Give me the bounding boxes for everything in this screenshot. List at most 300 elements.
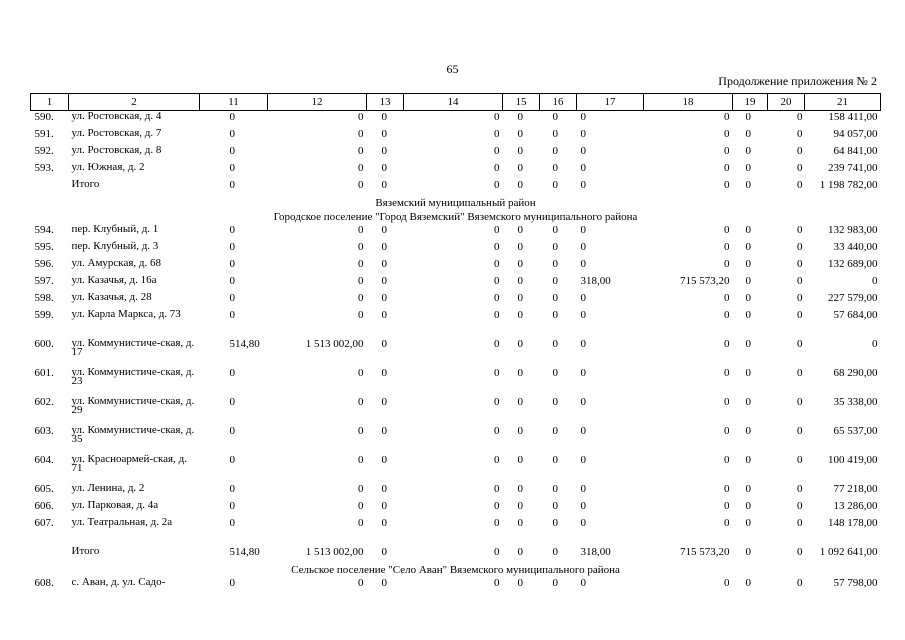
col-11-cell: 0 xyxy=(229,128,235,140)
col-16-cell: 0 xyxy=(552,309,558,321)
col-17-cell: 0 xyxy=(580,577,586,589)
col-18-cell: 0 xyxy=(724,483,730,495)
col-11-cell: 0 xyxy=(229,309,235,321)
col-11-cell: 514,80 xyxy=(229,546,260,558)
col-20-cell: 0 xyxy=(797,367,803,379)
row-number-cell: 597. xyxy=(34,275,54,287)
col-18-cell: 0 xyxy=(724,577,730,589)
col-15-cell: 0 xyxy=(517,275,523,287)
col-20-cell: 0 xyxy=(797,145,803,157)
address-cell: пер. Клубный, д. 3 xyxy=(71,240,159,252)
column-header: 2 xyxy=(69,94,200,111)
row-number-cell: 606. xyxy=(34,500,54,512)
col-21-cell: 33 440,00 xyxy=(833,241,878,253)
col-12-cell: 0 xyxy=(358,145,364,157)
col-20-cell: 0 xyxy=(797,162,803,174)
section-heading: Вяземский муниципальный район xyxy=(375,197,536,209)
col-21-cell: 0 xyxy=(872,338,878,350)
col-15-cell: 0 xyxy=(517,292,523,304)
row-number-cell: 596. xyxy=(34,258,54,270)
col-21-cell: 0 xyxy=(872,275,878,287)
col-15-cell: 0 xyxy=(517,546,523,558)
row-number-cell: 590. xyxy=(34,111,54,123)
col-17-cell: 0 xyxy=(580,179,586,191)
col-20-cell: 0 xyxy=(797,309,803,321)
section-heading-row xyxy=(31,563,881,577)
col-18-cell: 0 xyxy=(724,162,730,174)
table-body xyxy=(31,111,881,595)
address-cell: ул. Коммунистиче-ская, д. 29 xyxy=(71,395,195,416)
col-14-cell: 0 xyxy=(494,128,500,140)
col-13-cell: 0 xyxy=(381,111,387,123)
col-17-cell: 0 xyxy=(580,241,586,253)
col-13-cell: 0 xyxy=(381,396,387,408)
table-row xyxy=(31,500,881,517)
col-15-cell: 0 xyxy=(517,367,523,379)
col-18-cell: 0 xyxy=(724,309,730,321)
table-row xyxy=(31,454,881,483)
column-header: 14 xyxy=(404,94,503,111)
col-11-cell: 0 xyxy=(229,179,235,191)
col-15-cell: 0 xyxy=(517,241,523,253)
col-20-cell: 0 xyxy=(797,128,803,140)
table-row xyxy=(31,111,881,129)
col-12-cell: 0 xyxy=(358,483,364,495)
address-cell: Итого xyxy=(71,545,100,557)
col-20-cell: 0 xyxy=(797,275,803,287)
col-20-cell: 0 xyxy=(797,179,803,191)
col-15-cell: 0 xyxy=(517,577,523,589)
row-number-cell: 599. xyxy=(34,309,54,321)
table-row xyxy=(31,309,881,338)
col-17-cell: 0 xyxy=(580,338,586,350)
row-number-cell: 591. xyxy=(34,128,54,140)
col-19-cell: 0 xyxy=(745,396,751,408)
address-cell: ул. Карла Маркса, д. 73 xyxy=(71,308,181,320)
col-14-cell: 0 xyxy=(494,396,500,408)
col-19-cell: 0 xyxy=(745,500,751,512)
col-11-cell: 0 xyxy=(229,483,235,495)
col-12-cell: 0 xyxy=(358,128,364,140)
col-18-cell: 0 xyxy=(724,454,730,466)
col-13-cell: 0 xyxy=(381,258,387,270)
col-17-cell: 0 xyxy=(580,224,586,236)
col-14-cell: 0 xyxy=(494,309,500,321)
col-13-cell: 0 xyxy=(381,454,387,466)
page-number: 65 xyxy=(446,62,459,76)
col-12-cell: 0 xyxy=(358,500,364,512)
row-number-cell: 603. xyxy=(34,425,54,437)
address-cell: ул. Коммунистиче-ская, д. 35 xyxy=(71,424,195,445)
column-header: 16 xyxy=(540,94,577,111)
col-15-cell: 0 xyxy=(517,396,523,408)
table-row xyxy=(31,425,881,454)
col-11-cell: 0 xyxy=(229,292,235,304)
col-18-cell: 715 573,20 xyxy=(680,546,730,558)
address-cell: ул. Театральная, д. 2а xyxy=(71,516,173,528)
col-16-cell: 0 xyxy=(552,425,558,437)
col-13-cell: 0 xyxy=(381,546,387,558)
col-21-cell: 1 198 782,00 xyxy=(819,179,878,191)
col-12-cell: 0 xyxy=(358,179,364,191)
col-19-cell: 0 xyxy=(745,483,751,495)
col-16-cell: 0 xyxy=(552,258,558,270)
col-17-cell: 0 xyxy=(580,425,586,437)
col-11-cell: 0 xyxy=(229,425,235,437)
col-14-cell: 0 xyxy=(494,275,500,287)
col-14-cell: 0 xyxy=(494,367,500,379)
row-number-cell: 594. xyxy=(34,224,54,236)
col-14-cell: 0 xyxy=(494,546,500,558)
col-16-cell: 0 xyxy=(552,241,558,253)
address-cell: ул. Ростовская, д. 7 xyxy=(71,127,162,139)
col-17-cell: 0 xyxy=(580,258,586,270)
col-15-cell: 0 xyxy=(517,111,523,123)
col-19-cell: 0 xyxy=(745,128,751,140)
col-12-cell: 0 xyxy=(358,275,364,287)
col-12-cell: 0 xyxy=(358,111,364,123)
col-18-cell: 0 xyxy=(724,367,730,379)
col-17-cell: 0 xyxy=(580,517,586,529)
address-cell: Итого xyxy=(71,178,100,190)
col-20-cell: 0 xyxy=(797,258,803,270)
address-cell: ул. Коммунистиче-ская, д. 17 xyxy=(71,337,195,358)
column-header: 12 xyxy=(268,94,367,111)
col-19-cell: 0 xyxy=(745,145,751,157)
col-16-cell: 0 xyxy=(552,517,558,529)
col-21-cell: 239 741,00 xyxy=(828,162,878,174)
row-number-cell: 608. xyxy=(34,577,54,589)
table-row xyxy=(31,338,881,367)
col-21-cell: 100 419,00 xyxy=(828,454,878,466)
column-header: 19 xyxy=(733,94,768,111)
col-19-cell: 0 xyxy=(745,241,751,253)
col-21-cell: 57 798,00 xyxy=(833,577,878,589)
col-18-cell: 0 xyxy=(724,224,730,236)
col-16-cell: 0 xyxy=(552,224,558,236)
row-number-cell xyxy=(31,179,69,196)
col-14-cell: 0 xyxy=(494,454,500,466)
col-17-cell: 0 xyxy=(580,309,586,321)
table-row xyxy=(31,367,881,396)
col-16-cell: 0 xyxy=(552,546,558,558)
col-18-cell: 0 xyxy=(724,292,730,304)
col-11-cell: 0 xyxy=(229,258,235,270)
col-21-cell: 132 983,00 xyxy=(828,224,878,236)
col-18-cell: 0 xyxy=(724,396,730,408)
col-13-cell: 0 xyxy=(381,367,387,379)
col-16-cell: 0 xyxy=(552,162,558,174)
total-row xyxy=(31,179,881,196)
column-header: 17 xyxy=(577,94,644,111)
section-heading-row xyxy=(31,196,881,210)
row-number-cell: 604. xyxy=(34,454,54,466)
address-cell: ул. Красноармей-ская, д. 71 xyxy=(71,453,187,474)
col-11-cell: 514,80 xyxy=(229,338,260,350)
col-21-cell: 132 689,00 xyxy=(828,258,878,270)
row-number-cell: 592. xyxy=(34,145,54,157)
col-19-cell: 0 xyxy=(745,292,751,304)
col-16-cell: 0 xyxy=(552,483,558,495)
col-21-cell: 77 218,00 xyxy=(833,483,878,495)
col-21-cell: 64 841,00 xyxy=(833,145,878,157)
col-17-cell: 0 xyxy=(580,483,586,495)
section-heading-row xyxy=(31,210,881,224)
col-21-cell: 13 286,00 xyxy=(833,500,878,512)
col-15-cell: 0 xyxy=(517,500,523,512)
address-cell: ул. Коммунистиче-ская, д. 23 xyxy=(71,366,195,387)
col-14-cell: 0 xyxy=(494,145,500,157)
col-19-cell: 0 xyxy=(745,338,751,350)
col-14-cell: 0 xyxy=(494,517,500,529)
table-row xyxy=(31,483,881,500)
row-number-cell: 598. xyxy=(34,292,54,304)
col-21-cell: 1 092 641,00 xyxy=(819,546,878,558)
row-number-cell: 600. xyxy=(34,338,54,350)
col-18-cell: 0 xyxy=(724,258,730,270)
col-16-cell: 0 xyxy=(552,396,558,408)
col-14-cell: 0 xyxy=(494,179,500,191)
col-13-cell: 0 xyxy=(381,500,387,512)
col-16-cell: 0 xyxy=(552,577,558,589)
column-header: 11 xyxy=(200,94,268,111)
table-row xyxy=(31,241,881,258)
col-21-cell: 35 338,00 xyxy=(833,396,878,408)
address-cell: ул. Казачья, д. 28 xyxy=(71,291,152,303)
col-14-cell: 0 xyxy=(494,483,500,495)
col-19-cell: 0 xyxy=(745,546,751,558)
col-17-cell: 318,00 xyxy=(580,275,611,287)
col-11-cell: 0 xyxy=(229,396,235,408)
col-20-cell: 0 xyxy=(797,500,803,512)
col-19-cell: 0 xyxy=(745,454,751,466)
col-21-cell: 68 290,00 xyxy=(833,367,878,379)
column-header: 15 xyxy=(503,94,540,111)
col-11-cell: 0 xyxy=(229,241,235,253)
col-12-cell: 0 xyxy=(358,517,364,529)
address-cell: ул. Амурская, д. 68 xyxy=(71,257,162,269)
col-13-cell: 0 xyxy=(381,425,387,437)
col-19-cell: 0 xyxy=(745,111,751,123)
col-11-cell: 0 xyxy=(229,367,235,379)
row-number-cell: 605. xyxy=(34,483,54,495)
col-14-cell: 0 xyxy=(494,425,500,437)
col-19-cell: 0 xyxy=(745,224,751,236)
col-18-cell: 0 xyxy=(724,241,730,253)
col-18-cell: 0 xyxy=(724,111,730,123)
col-13-cell: 0 xyxy=(381,292,387,304)
table-row xyxy=(31,292,881,309)
col-14-cell: 0 xyxy=(494,577,500,589)
col-13-cell: 0 xyxy=(381,162,387,174)
col-16-cell: 0 xyxy=(552,179,558,191)
address-cell: ул. Казачья, д. 16а xyxy=(71,274,157,286)
row-number-cell: 602. xyxy=(34,396,54,408)
col-14-cell: 0 xyxy=(494,258,500,270)
address-cell: ул. Южная, д. 2 xyxy=(71,161,145,173)
col-20-cell: 0 xyxy=(797,241,803,253)
col-12-cell: 1 513 002,00 xyxy=(305,338,364,350)
col-17-cell: 0 xyxy=(580,454,586,466)
address-cell: ул. Ростовская, д. 8 xyxy=(71,144,162,156)
col-15-cell: 0 xyxy=(517,179,523,191)
col-12-cell: 0 xyxy=(358,396,364,408)
column-header: 18 xyxy=(644,94,733,111)
col-15-cell: 0 xyxy=(517,483,523,495)
col-12-cell: 0 xyxy=(358,162,364,174)
col-15-cell: 0 xyxy=(517,224,523,236)
col-20-cell: 0 xyxy=(797,338,803,350)
col-16-cell: 0 xyxy=(552,454,558,466)
col-15-cell: 0 xyxy=(517,128,523,140)
col-12-cell: 0 xyxy=(358,224,364,236)
col-19-cell: 0 xyxy=(745,309,751,321)
col-14-cell: 0 xyxy=(494,500,500,512)
data-table xyxy=(30,93,881,594)
col-15-cell: 0 xyxy=(517,425,523,437)
col-11-cell: 0 xyxy=(229,145,235,157)
col-11-cell: 0 xyxy=(229,275,235,287)
col-17-cell: 0 xyxy=(580,128,586,140)
col-12-cell: 0 xyxy=(358,367,364,379)
row-number-cell: 595. xyxy=(34,241,54,253)
col-15-cell: 0 xyxy=(517,145,523,157)
col-21-cell: 94 057,00 xyxy=(833,128,878,140)
table-row xyxy=(31,396,881,425)
col-18-cell: 715 573,20 xyxy=(680,275,730,287)
col-13-cell: 0 xyxy=(381,128,387,140)
col-11-cell: 0 xyxy=(229,111,235,123)
table-row xyxy=(31,517,881,546)
col-13-cell: 0 xyxy=(381,224,387,236)
col-19-cell: 0 xyxy=(745,577,751,589)
col-16-cell: 0 xyxy=(552,500,558,512)
col-11-cell: 0 xyxy=(229,454,235,466)
section-heading: Городское поселение "Город Вяземский" Вяземского муниципального района xyxy=(273,211,638,223)
col-12-cell: 0 xyxy=(358,241,364,253)
col-12-cell: 0 xyxy=(358,577,364,589)
table-row xyxy=(31,162,881,179)
column-header: 21 xyxy=(805,94,881,111)
col-17-cell: 0 xyxy=(580,162,586,174)
col-20-cell: 0 xyxy=(797,483,803,495)
col-12-cell: 0 xyxy=(358,425,364,437)
col-16-cell: 0 xyxy=(552,367,558,379)
table-row xyxy=(31,145,881,162)
col-20-cell: 0 xyxy=(797,517,803,529)
col-15-cell: 0 xyxy=(517,454,523,466)
col-21-cell: 65 537,00 xyxy=(833,425,878,437)
col-14-cell: 0 xyxy=(494,111,500,123)
col-12-cell: 0 xyxy=(358,258,364,270)
col-19-cell: 0 xyxy=(745,517,751,529)
col-16-cell: 0 xyxy=(552,292,558,304)
col-19-cell: 0 xyxy=(745,367,751,379)
col-16-cell: 0 xyxy=(552,338,558,350)
col-13-cell: 0 xyxy=(381,517,387,529)
col-21-cell: 148 178,00 xyxy=(828,517,878,529)
col-11-cell: 0 xyxy=(229,500,235,512)
col-20-cell: 0 xyxy=(797,546,803,558)
col-12-cell: 0 xyxy=(358,292,364,304)
col-13-cell: 0 xyxy=(381,275,387,287)
col-17-cell: 318,00 xyxy=(580,546,611,558)
col-20-cell: 0 xyxy=(797,224,803,236)
col-14-cell: 0 xyxy=(494,338,500,350)
col-14-cell: 0 xyxy=(494,241,500,253)
col-16-cell: 0 xyxy=(552,275,558,287)
row-number-cell: 607. xyxy=(34,517,54,529)
column-header: 20 xyxy=(768,94,805,111)
col-11-cell: 0 xyxy=(229,162,235,174)
col-16-cell: 0 xyxy=(552,145,558,157)
col-15-cell: 0 xyxy=(517,517,523,529)
col-17-cell: 0 xyxy=(580,292,586,304)
col-19-cell: 0 xyxy=(745,258,751,270)
col-13-cell: 0 xyxy=(381,309,387,321)
table-row xyxy=(31,577,881,594)
col-12-cell: 0 xyxy=(358,309,364,321)
col-15-cell: 0 xyxy=(517,309,523,321)
col-14-cell: 0 xyxy=(494,224,500,236)
col-16-cell: 0 xyxy=(552,111,558,123)
col-17-cell: 0 xyxy=(580,367,586,379)
col-18-cell: 0 xyxy=(724,128,730,140)
col-13-cell: 0 xyxy=(381,145,387,157)
address-cell: пер. Клубный, д. 1 xyxy=(71,223,159,235)
col-18-cell: 0 xyxy=(724,425,730,437)
column-header: 13 xyxy=(367,94,404,111)
col-11-cell: 0 xyxy=(229,224,235,236)
table-row xyxy=(31,128,881,145)
col-18-cell: 0 xyxy=(724,338,730,350)
col-18-cell: 0 xyxy=(724,179,730,191)
col-13-cell: 0 xyxy=(381,338,387,350)
col-16-cell: 0 xyxy=(552,128,558,140)
table-row xyxy=(31,224,881,241)
appendix-continuation-label: Продолжение приложения № 2 xyxy=(718,74,877,88)
col-15-cell: 0 xyxy=(517,338,523,350)
col-18-cell: 0 xyxy=(724,500,730,512)
col-15-cell: 0 xyxy=(517,258,523,270)
section-heading: Сельское поселение "Село Аван" Вяземского муниципального района xyxy=(291,564,620,576)
address-cell: ул. Парковая, д. 4а xyxy=(71,499,159,511)
col-20-cell: 0 xyxy=(797,425,803,437)
col-20-cell: 0 xyxy=(797,454,803,466)
row-number-cell: 601. xyxy=(34,367,54,379)
col-13-cell: 0 xyxy=(381,577,387,589)
col-11-cell: 0 xyxy=(229,577,235,589)
col-19-cell: 0 xyxy=(745,425,751,437)
col-11-cell: 0 xyxy=(229,517,235,529)
col-14-cell: 0 xyxy=(494,162,500,174)
col-13-cell: 0 xyxy=(381,483,387,495)
col-21-cell: 158 411,00 xyxy=(828,111,878,123)
col-13-cell: 0 xyxy=(381,241,387,253)
row-number-cell xyxy=(31,546,69,563)
col-17-cell: 0 xyxy=(580,396,586,408)
row-number-cell: 593. xyxy=(34,162,54,174)
col-13-cell: 0 xyxy=(381,179,387,191)
col-20-cell: 0 xyxy=(797,396,803,408)
col-21-cell: 227 579,00 xyxy=(828,292,878,304)
col-20-cell: 0 xyxy=(797,111,803,123)
col-12-cell: 1 513 002,00 xyxy=(305,546,364,558)
table-row xyxy=(31,275,881,292)
col-17-cell: 0 xyxy=(580,111,586,123)
col-12-cell: 0 xyxy=(358,454,364,466)
address-cell: с. Аван, д. ул. Садо- xyxy=(71,576,166,588)
